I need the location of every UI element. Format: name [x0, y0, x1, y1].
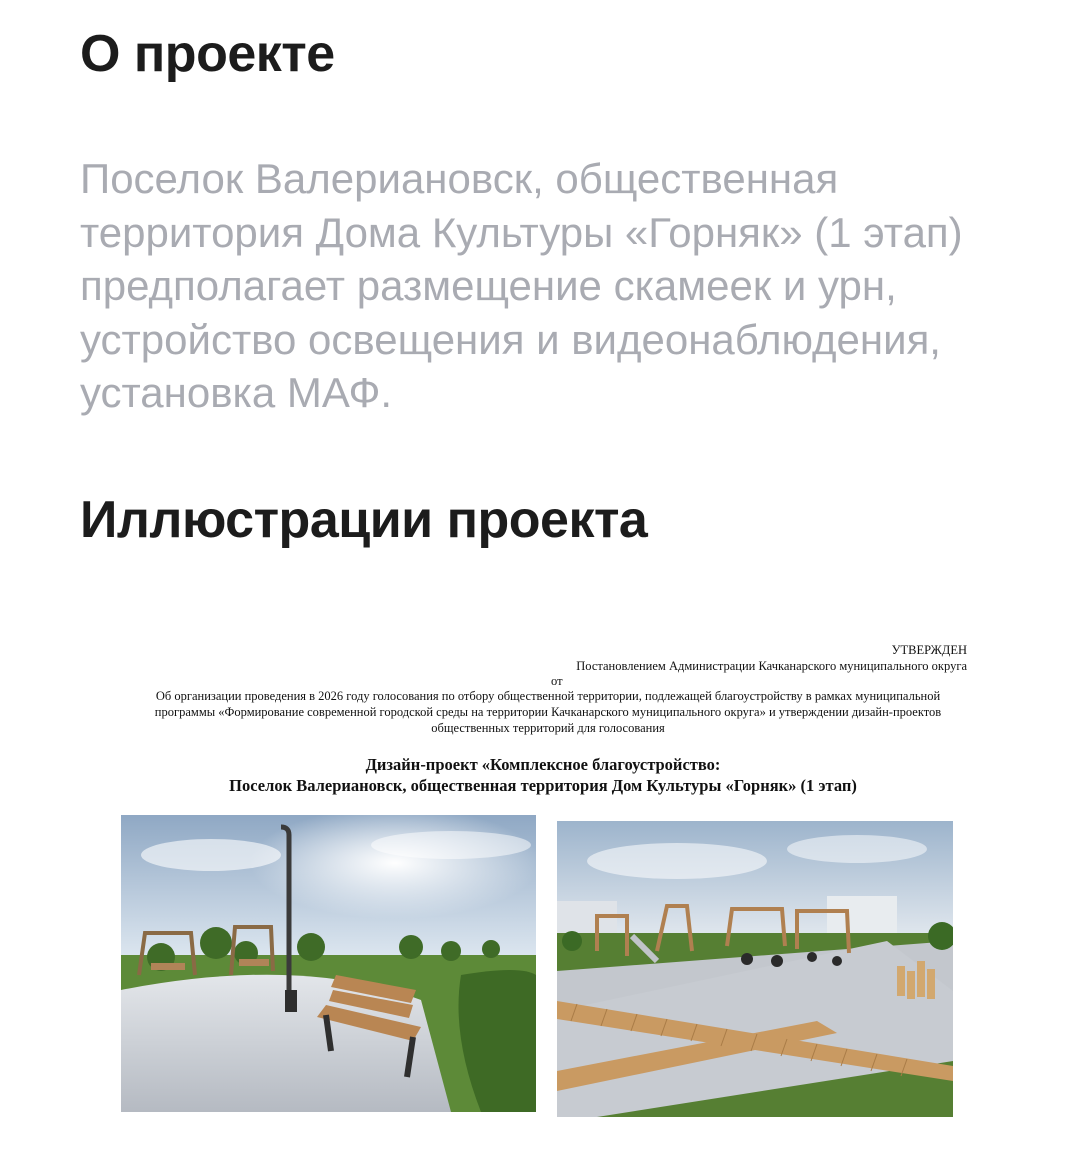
about-description: Поселок Валериановск, общественная территория Дома Культуры «Горняк» (1 этап) предполагает размещение скамеек и урн, устройство освещения и видеонаблюдения, установка МАФ.	[80, 155, 963, 416]
decree-text: Постановлением Администрации Качканарского муниципального округа	[576, 659, 967, 673]
about-title: О проекте	[80, 25, 335, 83]
render-playground-image	[557, 821, 953, 1117]
illustrations-title: Иллюстрации проекта	[80, 491, 648, 549]
date-from-text: от	[551, 674, 563, 688]
design-heading-line-1: Дизайн-проект «Комплексное благоустройство:	[365, 755, 721, 774]
project-document-image[interactable]	[113, 630, 973, 1130]
organization-text: Об организации проведения в 2026 году голосования по отбору общественной территории, подлежащей благоустройству в рамках муниципальной программы «Формирование современной городской среды на территории Качканарского муниципального округа» и утверждении дизайн-проектов общественных территорий для голосования	[154, 689, 942, 735]
design-project-heading	[113, 754, 973, 796]
render-benches-image	[121, 815, 536, 1112]
design-heading-line-2: Поселок Валериановск, общественная территория Дом Культуры «Горняк» (1 этап)	[229, 776, 857, 795]
approved-stamp-text: УТВЕРЖДЕН	[891, 643, 967, 657]
